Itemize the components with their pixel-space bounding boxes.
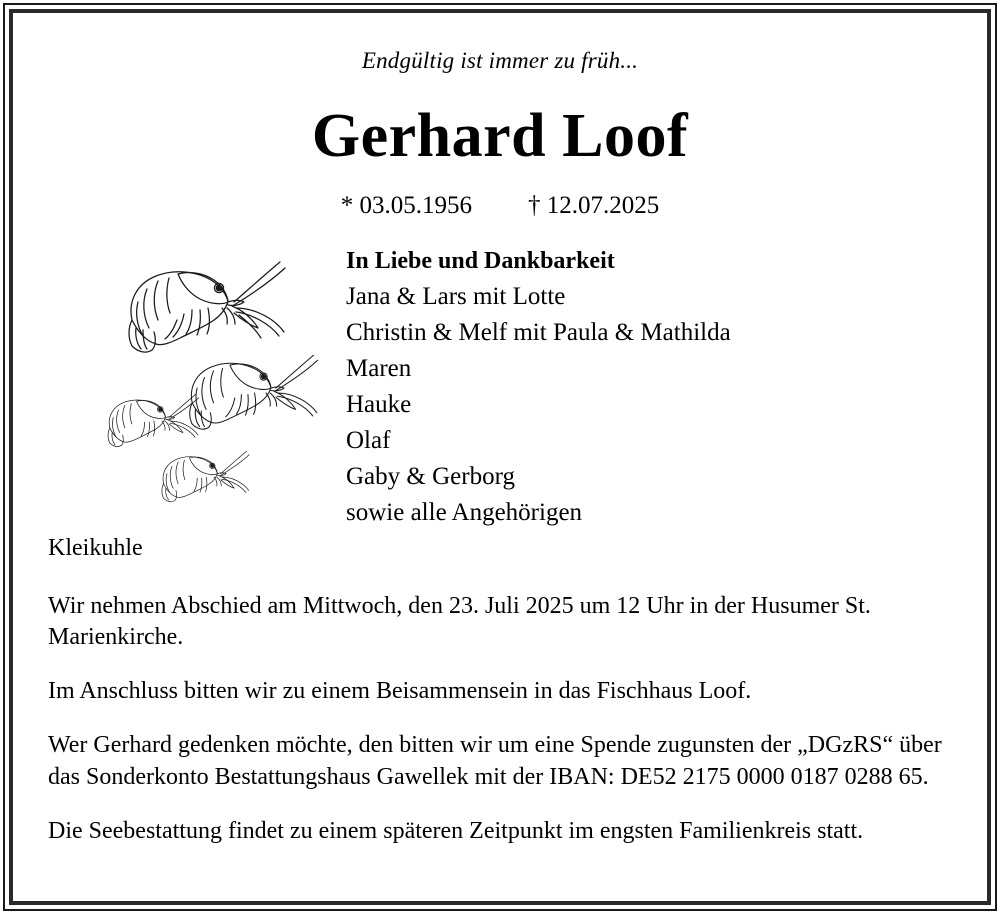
family-heading: In Liebe und Dankbarkeit: [346, 248, 615, 275]
life-dates: [48, 192, 952, 220]
family-member: Jana & Lars mit Lotte: [346, 282, 566, 310]
birth-date: * 03.05.1956: [340, 192, 472, 220]
family-member: Maren: [346, 354, 412, 382]
middle-section: [48, 244, 952, 531]
motto-text: Endgültig ist immer zu früh...: [361, 48, 639, 73]
family-member: Hauke: [346, 390, 412, 418]
family-block: [346, 244, 952, 531]
family-member: Olaf: [346, 426, 391, 454]
family-member: Gaby & Gerborg: [346, 462, 515, 490]
body-text: [48, 533, 952, 848]
death-date: † 12.07.2025: [528, 192, 660, 220]
family-member: sowie alle Angehörigen: [346, 498, 583, 526]
donation-paragraph: Wer Gerhard gedenken möchte, den bitten wir um eine Spende zugunsten der „DGzRS“ über das Sonderkonto Bestattungshaus Gawellek mit der IBAN: DE52 2175 0000 0187 0288 65.: [48, 732, 942, 791]
shrimp-illustration: [96, 244, 321, 529]
place-name: Kleikuhle: [48, 534, 143, 561]
deceased-name: Gerhard Loof: [311, 102, 689, 170]
family-member: Christin & Melf mit Paula & Mathilda: [346, 318, 731, 346]
funeral-service-paragraph: Wir nehmen Abschied am Mittwoch, den 23. Juli 2025 um 12 Uhr in der Husumer St. Marienkirche.: [48, 592, 871, 651]
burial-paragraph: Die Seebestattung findet zu einem späteren Zeitpunkt im engsten Familienkreis statt.: [48, 818, 864, 845]
gathering-paragraph: Im Anschluss bitten wir zu einem Beisammensein in das Fischhaus Loof.: [48, 678, 752, 705]
